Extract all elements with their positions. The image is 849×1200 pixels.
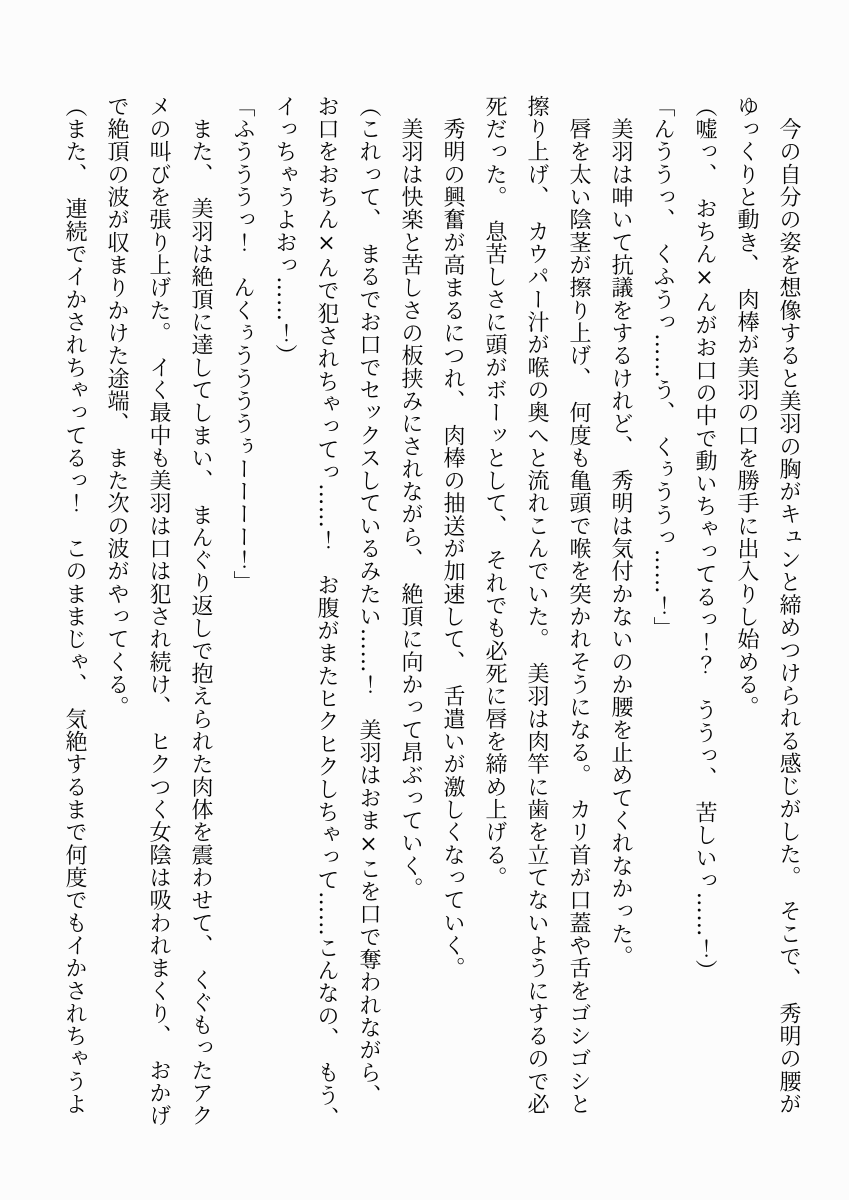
text-column: イっちゃうよおっ……！） bbox=[272, 95, 297, 367]
text-column: メの叫びを張り上げた。 イく最中も美羽は口は犯され続け、 ヒクつく女陰は吸われまくり、 おかげ bbox=[146, 95, 171, 1128]
text-column: ゆっくりと動き、 肉棒が美羽の口を勝手に出入りし始める。 bbox=[734, 95, 759, 719]
text-column: 「ふうううっ！ んくぅううううぅーーーー！」 bbox=[230, 95, 255, 594]
text-column: 死だった。 息苦しさに頭がボーッとして、 それでも必死に唇を締め上げる。 bbox=[482, 95, 507, 889]
text-column: お口をおちん×んで犯されちゃってっ……！ お腹がまたヒクヒクしちゃって……こんなの、 もう、 bbox=[314, 95, 339, 1130]
text-column: 今の自分の姿を想像すると美羽の胸がキュンと締めつけられる感じがした。 そこで、 秀明の腰が bbox=[776, 95, 801, 1116]
text-column: 「んううっ、 くふうっ……う、 くぅううっ……！」 bbox=[650, 95, 675, 640]
text-column: 秀明の興奮が高まるにつれ、 肉棒の抽送が加速して、 舌遣いが激しくなっていく。 bbox=[440, 95, 465, 980]
vertical-text-block bbox=[53, 95, 809, 1157]
text-column: 擦り上げ、 カウパー汁が喉の奥へと流れこんでいた。 美羽は肉竿に歯を立てないようにするので必 bbox=[524, 95, 549, 1116]
text-column: 美羽は呻いて抗議をするけれど、 秀明は気付かないのか腰を止めてくれなかった。 bbox=[608, 95, 633, 968]
text-column: （嘘っ、 おちん×んがお口の中で動いちゃってるっ！？ ううっ、 苦しいっ……！） bbox=[692, 95, 717, 983]
text-column: また、 美羽は絶頂に達してしまい、 まんぐり返しで抱えられた肉体を震わせて、 くぐもったアク bbox=[188, 95, 213, 1128]
text-column: で絶頂の波が収まりかけた途端、 また次の波がやってくる。 bbox=[104, 95, 129, 719]
text-column: （また、 連続でイかされちゃってるっ！ このままじゃ、 気絶するまで何度でもイかされちゃうよ bbox=[62, 95, 87, 1116]
text-column: 美羽は快楽と苦しさの板挟みにされながら、 絶頂に向かって昂ぶっていく。 bbox=[398, 95, 423, 900]
text-column: 唇を太い陰茎が擦り上げ、 何度も亀頭で喉を突かれそうになる。 カリ首が口蓋や舌をゴシゴシと bbox=[566, 95, 591, 1116]
text-column: （これって、 まるでお口でセックスしているみたい……！ 美羽はおま×こを口で奪われながら、 bbox=[356, 95, 381, 1107]
